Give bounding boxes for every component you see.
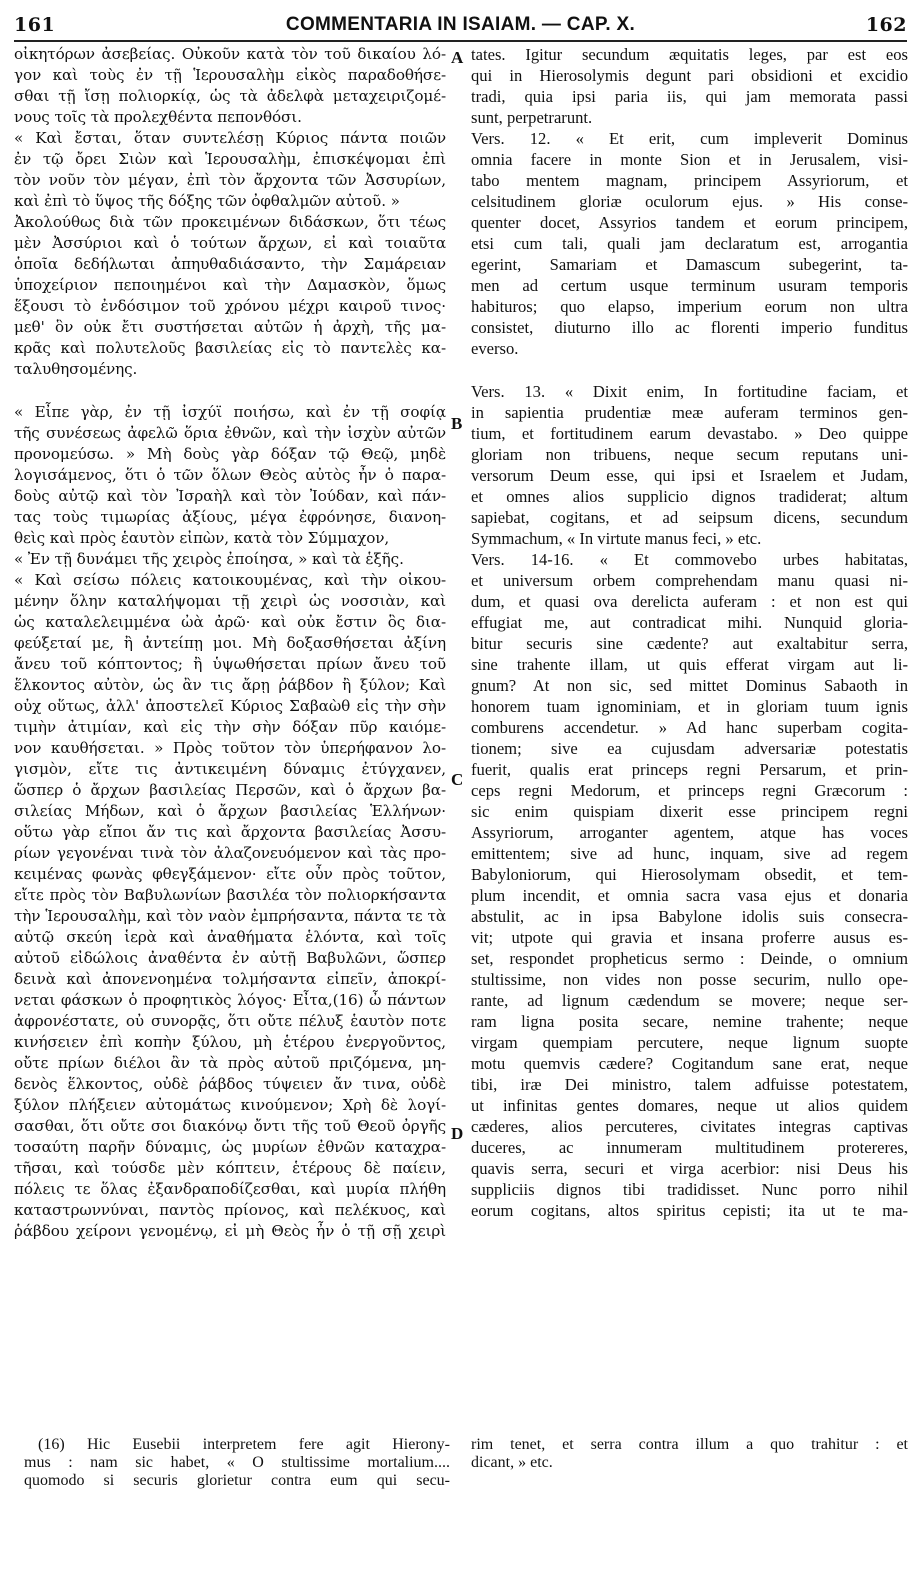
greek-text-line: προνομεύσω. » Μὴ δοὺς γὰρ δόξαν τῷ Θεῷ, μηδὲ — [14, 445, 446, 463]
greek-text-line: « Καὶ ἔσται, ὅταν συντελέσῃ Κύριος πάντα ποιῶν — [14, 129, 446, 147]
latin-text-line: honorem tuam ignominiam, et in gloriam tuum ignis — [471, 697, 908, 716]
greek-text-line: « Καὶ σείσω πόλεις κατοικουμένας, καὶ τὴν οἰκου- — [14, 571, 446, 589]
latin-text-line: gloriam non tribuens, neque secum reputans uni- — [471, 445, 908, 464]
greek-text-line: ῥάβδου χείρονι γενομένῳ, εἰ μὴ Θεὸς ἦν ὁ τῇ σῇ χειρὶ — [14, 1222, 446, 1240]
greek-text-line: πόλεις τε ὅλας ἐξανδραποδίζεσθαι, καὶ μυρία πλήθη — [14, 1180, 446, 1198]
latin-text-line: Assyriorum, arroganter agentem, atque has voces — [471, 823, 908, 842]
greek-text-line: ἕξουσι τὸ ἐνδόσιμον τοῦ χρόνου μέχρι καιροῦ τινος· — [14, 297, 446, 315]
latin-text-line: tabo mentem magnam, principem Assyriorum, et — [471, 171, 908, 190]
greek-text-line: μένην ὅλην καταλήψομαι τῇ χειρὶ ὡς νοσσιὰν, καὶ — [14, 592, 446, 610]
latin-text-line: tates. Igitur secundum æquitatis leges, par est eos — [471, 45, 908, 64]
greek-text-line: δοὺς αὐτῷ καὶ τὸν Ἰσραὴλ καὶ τὸν Ἰούδαν, καὶ πάν- — [14, 487, 446, 505]
latin-text-line: sic enim quispiam dixerit esse principem regni — [471, 802, 908, 821]
latin-text-line: Symmachum, « In virtute manus feci, » etc. — [471, 529, 762, 548]
margin-letter-a: A — [451, 48, 464, 67]
latin-text-line: Vers. 13. « Dixit enim, In fortitudine faciam, et — [471, 382, 908, 401]
latin-text-line: in sapientia prudentiæ meæ auferam terminos gen- — [471, 403, 908, 422]
latin-text-line: quenter docet, Assyrios tandem et eorum principem, — [471, 213, 908, 232]
greek-text-line: σασθαι, ὅτι οὔτε σοι διακόνῳ ὄντι τῆς τοῦ Θεοῦ ὀργῆς — [14, 1117, 446, 1135]
greek-text-line: τῆς συνέσεως ἀφελῶ ὅρια ἐθνῶν, καὶ τὴν ἰσχὺν αὐτῶν — [14, 424, 446, 442]
latin-text-line: Babyloniorum, qui Hierosolymam obsedit, et tem- — [471, 865, 908, 884]
page-number-right: 162 — [865, 14, 907, 36]
latin-text-line: consistet, diuturno illo ac florenti imperio funditus — [471, 318, 908, 337]
greek-text-line: σθαι τῇ ἴσῃ πολιορκίᾳ, ὡς τὰ ἀδελφὰ μεταχειριζομέ- — [14, 87, 446, 105]
footnote-line: rim tenet, et serra contra illum a quo trahitur : et — [471, 1436, 908, 1453]
latin-text-line: qui in Hierosolymis degunt pari obsidioni et excidio — [471, 66, 908, 85]
greek-text-line: ὁποῖα δεδήλωται ἀπηυθαδιάσαντο, τὴν Σαμάρειαν — [14, 255, 446, 273]
greek-text-line: μεθ' ὃν οὐκ ἔτι συστήσεται αὐτῶν ἡ ἀρχὴ, τῆς μα- — [14, 318, 446, 336]
latin-text-line: et omnes alios supplicio dignos tradiderat; altum — [471, 487, 908, 506]
latin-text-line: comburens accendetur. » Ad hanc superbam cogita- — [471, 718, 908, 737]
latin-text-line: men ad certum usque terminum usuram temporis — [471, 276, 908, 295]
footnote-right — [471, 1436, 908, 1472]
greek-text-line: ξύλον πλήξειεν αὐτομάτως κινούμενον; Χρὴ δὲ λογί- — [14, 1096, 446, 1114]
latin-text-line: abstulit, ac in ipsa Babylone idolis suis consecra- — [471, 907, 908, 926]
latin-text-line: fuerit, qualis erat princeps regni Persarum, et prin- — [471, 760, 908, 779]
latin-text-line: virgam quempiam percutere, neque lignum suopte — [471, 1033, 908, 1052]
greek-text-line: καὶ ἐπὶ τὸ ὕψος τῆς δόξης τῶν ὀφθαλμῶν αὐτοῦ. » — [14, 192, 400, 210]
margin-letter-b: B — [451, 414, 463, 433]
greek-text-line: ὥσπερ ὁ ἄρχων βασιλείας Περσῶν, καὶ ὁ ἄρχων βα- — [14, 781, 446, 799]
greek-text-line: φεύξεταί με, ἢ ἀντείπῃ μοι. Μὴ δοξασθήσεται ἀξίνη — [14, 634, 446, 652]
greek-text-line: νους τοῖς τὰ προλεχθέντα πεπονθόσι. — [14, 108, 302, 126]
latin-text-line: eorum cogitans, altos spiritus cepisti; ita ut te ma- — [471, 1201, 908, 1220]
greek-text-line: δενὸς ἕλκοντος, οὐδὲ ῥάβδος τύψειεν ἄν τινα, οὐδὲ — [14, 1075, 446, 1093]
margin-letter-c: C — [451, 770, 464, 789]
greek-text-line: γον καὶ τοὺς ἐν τῇ Ἱερουσαλὴμ εἰκὸς παραδοθήσε- — [14, 66, 446, 84]
latin-text-line: effugiat me, aut contradicat mihi. Nunquid gloria- — [471, 613, 908, 632]
greek-text-line: « Ἐν τῇ δυνάμει τῆς χειρὸς ἐποίησα, » καὶ τὰ ἑξῆς. — [14, 550, 404, 568]
greek-text-line: σιλείας Μήδων, καὶ ὁ ἄρχων βασιλείας Ἑλλήνων· — [14, 802, 446, 820]
greek-text-line: γισμὸν, εἴτε τις ἀντικειμένη δύναμις ἐτύγχανεν, — [14, 760, 446, 778]
footnote-line: dicant, » etc. — [471, 1454, 553, 1471]
greek-text-line: τῆσαι, καὶ τούσδε μὲν κόπτειν, ἑτέρους δὲ παίειν, — [14, 1159, 446, 1177]
greek-text-line: θεὶς καὶ πρὸς ἑαυτὸν εἰπὼν, κατὰ τὸν Σύμμαχον, — [14, 529, 390, 547]
latin-text-line: ram ligna posita secare, nemine trahente; neque — [471, 1012, 908, 1031]
latin-text-line: stultissime, non vides non posse securim, nullo ope- — [471, 970, 908, 989]
greek-text-line: ἀφρονέστατε, οὐ συνορᾷς, ὅτι οὔτε πέλυξ ἑαυτὸν ποτε — [14, 1012, 446, 1030]
greek-text-line: ὡς καταλελειμμένα ὠὰ ἀρῶ· καὶ οὐκ ἔστιν ὃς δια- — [14, 613, 446, 631]
greek-text-line: δεινὰ καὶ ἀπονενοημένα τολμήσαντα εἰπεῖν, ἀποκρί- — [14, 970, 446, 988]
greek-text-line: αὐτοῦ εἰδώλοις ἀναθέντα ἐν αὐτῇ Βαβυλῶνι, ὥσπερ — [14, 949, 446, 967]
greek-text-line: οὔτε πρίων διέλοι ἂν τὰ πρὸς αὐτοῦ πριζόμενα, μη- — [14, 1054, 446, 1072]
latin-text-line: etsi cum tali, quali jam declaratum est, arrogantia — [471, 234, 908, 253]
latin-text-line: omnia facere in monte Sion et in Jerusalem, visi- — [471, 150, 908, 169]
greek-text-line: ὑποχείριον πεποιημένοι καὶ τὴν Δαμασκὸν, ὅμως — [14, 276, 446, 294]
latin-text-line: sapiebat, cogitans, et ad seipsum dicens, secundum — [471, 508, 908, 527]
latin-text-line: plum incendit, et omnia sacra vasa ejus et donaria — [471, 886, 908, 905]
greek-text-line: τοσαύτη παρῆν δύναμις, ὡς μυρίων ἐθνῶν καταχρα- — [14, 1138, 446, 1156]
latin-text-line: egerint, Samariam et Damascum subegerint, ta- — [471, 255, 908, 274]
latin-text-line: tibi, iræ Dei ministro, talem adfuisse potestatem, — [471, 1075, 908, 1094]
latin-text-line: emittentem; sive ad hunc, inquam, sive ad regem — [471, 844, 908, 863]
footnote-line: (16) Hic Eusebii interpretem fere agit Hierony- — [38, 1436, 450, 1453]
greek-text-line: νεται φάσκων ὁ προφητικὸς λόγος· Εἶτα,(16) ὦ πάντων — [14, 991, 446, 1009]
latin-text-line: rante, ad lignum cædendum se movere; neque ser- — [471, 991, 908, 1010]
page-number-left: 161 — [14, 14, 56, 36]
greek-text-line: τὴν Ἱερουσαλὴμ, καὶ τὸν ναὸν ἐμπρήσαντα, πάντα τε τὰ — [14, 907, 446, 925]
latin-text-line: vit; utpote qui gravia et insana proferre ausus es- — [471, 928, 908, 947]
latin-text-line: dum, et quasi ova derelicta auferam : et non est qui — [471, 592, 908, 611]
latin-text-line: Vers. 14-16. « Et commovebo urbes habitatas, — [471, 550, 908, 569]
greek-text-line: Ἀκολούθως διὰ τῶν προκειμένων διδάσκων, ὅτι τέως — [14, 213, 446, 231]
greek-text-line: τὸν νοῦν τὸν μέγαν, ἐπὶ τὸν ἄρχοντα τῶν Ἀσσυρίων, — [14, 171, 446, 189]
greek-text-line: οἰκητόρων ἀσεβείας. Οὐκοῦν κατὰ τὸν τοῦ δικαίου λό- — [14, 45, 446, 63]
margin-letter-d: D — [451, 1124, 464, 1143]
latin-text-line: quavis serra, securi et virga acerbior: nisi Deus his — [471, 1159, 908, 1178]
greek-text-line: νον καυθήσεται. » Πρὸς τοῦτον τὸν ὑπερήφανον λο- — [14, 739, 446, 757]
greek-text-line: μὲν Ἀσσύριοι καὶ ὁ τούτων ἄρχων, εἰ καὶ τοιαῦτα — [14, 234, 446, 252]
greek-column — [14, 44, 446, 1242]
greek-text-line: αὐτῷ σκεύη ἱερὰ καὶ ἀναθήματα ἑλόντα, καὶ τοῖς — [14, 928, 446, 946]
latin-text-line: bitur securis sine cædente? aut exaltabitur serra, — [471, 634, 908, 653]
running-title: COMMENTARIA IN ISAIAM. — CAP. X. — [285, 14, 636, 35]
greek-text-line: οὐχ οὕτως, ἀλλ' ἀποστελεῖ Κύριος Σαβαὼθ εἰς τὴν σὴν — [14, 697, 446, 715]
greek-text-line: ἕλκοντος αὐτὸν, ὡς ἂν τις ἄρῃ ῥάβδον ἢ ξύλον; Καὶ — [14, 676, 446, 694]
greek-text-line: κρᾶς καὶ πολυτελοῦς βασιλείας εἰς τὸ παντελὲς κα- — [14, 339, 446, 357]
greek-text-line: τας τοὺς τιμωρίας ἀξίους, μέγα ἐφρόνησε, διανοη- — [14, 508, 446, 526]
footnote-line: mus : nam sic habet, « O stultissime mortalium.... — [24, 1454, 450, 1471]
latin-text-line: gnum? At non sic, sed mittet Dominus Sabaoth in — [471, 676, 908, 695]
latin-text-line: tionem; sive ea cujusdam adversariæ potestatis — [471, 739, 908, 758]
latin-column — [471, 44, 908, 1221]
greek-text-line: τιμὴν ἀτιμίαν, καὶ εἰς τὴν σὴν δόξαν πῦρ καιόμε- — [14, 718, 446, 736]
greek-text-line: λογισάμενος, ὅτι ὁ τῶν ὅλων Θεὸς αὐτὸς ἦν ὁ παρα- — [14, 466, 446, 484]
latin-text-line: cæderes, alios percuteres, civitates integras captivas — [471, 1117, 908, 1136]
footnote-line: quomodo si securis glorietur contra eum qui secu- — [24, 1472, 450, 1489]
greek-text-line: ἐν τῷ ὄρει Σιὼν καὶ Ἱερουσαλὴμ, ἐπισκέψομαι ἐπὶ — [14, 150, 446, 168]
latin-text-line: Vers. 12. « Et erit, cum impleverit Dominus — [471, 129, 908, 148]
latin-text-line: tradi, quia ipsi paria iis, qui jam memorata passi — [471, 87, 908, 106]
latin-text-line: habituros; quo elapso, imperium eorum non ultra — [471, 297, 908, 316]
greek-text-line: εἴτε πρὸς τὸν Βαβυλωνίων βασιλέα τὸν πολιορκήσαντα — [14, 886, 446, 904]
page-header — [14, 10, 907, 44]
latin-text-line: et universum orbem comprehendam manu quasi ni- — [471, 571, 908, 590]
greek-text-line: ἄνευ τοῦ κόπτοντος; ἢ ὑψωθήσεται πρίων ἄνευ τοῦ — [14, 655, 446, 673]
header-rule — [14, 40, 907, 42]
latin-text-line: tium, et fortitudinem earum devastabo. » Deo quippe — [471, 424, 908, 443]
latin-text-line: celsitudinem gloriæ oculorum ejus. » His conse- — [471, 192, 908, 211]
latin-text-line: set, respondet propheticus sermo : Deinde, o omnium — [471, 949, 908, 968]
greek-text-line: κινήσειεν ἐπὶ κοπὴν ξύλου, μὴ ἑτέρου ἐνεργοῦντος, — [14, 1033, 446, 1051]
latin-text-line: suppliciis dignos tibi tradidisset. Nunc porro nihil — [471, 1180, 908, 1199]
latin-text-line: motu quemvis cædere? Cogitandum sane erat, neque — [471, 1054, 908, 1073]
latin-text-line: sine trahente illam, ut quis efferat virgam aut li- — [471, 655, 908, 674]
greek-text-line: οὕτω γὰρ εἴποι ἄν τις καὶ ἄρχοντα βασιλείας Ἀσσυ- — [14, 823, 446, 841]
footnote-left — [24, 1436, 450, 1490]
latin-text-line: versorum Deum esse, qui ipsi et Israelem et Judam, — [471, 466, 908, 485]
greek-text-line: καταστρωννύναι, παντὸς πρίονος, καὶ πελέκυος, καὶ — [14, 1201, 446, 1219]
latin-text-line: everso. — [471, 339, 519, 358]
greek-text-line: κειμένας φωνὰς φθεγξάμενον· εἴτε οὖν πρὸς τοῦτον, — [14, 865, 446, 883]
latin-text-line: duceres, ac innumeram multitudinem protereres, — [471, 1138, 908, 1157]
latin-text-line: ceps regni Medorum, et princeps regni Græcorum : — [471, 781, 908, 800]
latin-text-line: ut infinitas gentes domares, neque ut alios quidem — [471, 1096, 908, 1115]
latin-text-line: sunt, perpetrarunt. — [471, 108, 593, 127]
greek-text-line: ρίων γεγονέναι τινὰ τὸν ἀλαζονευόμενον καὶ τὰς προ- — [14, 844, 446, 862]
greek-text-line: ταλυθησομένης. — [14, 360, 138, 378]
greek-text-line: « Εἶπε γὰρ, ἐν τῇ ἰσχύϊ ποιήσω, καὶ ἐν τῇ σοφίᾳ — [14, 403, 446, 421]
